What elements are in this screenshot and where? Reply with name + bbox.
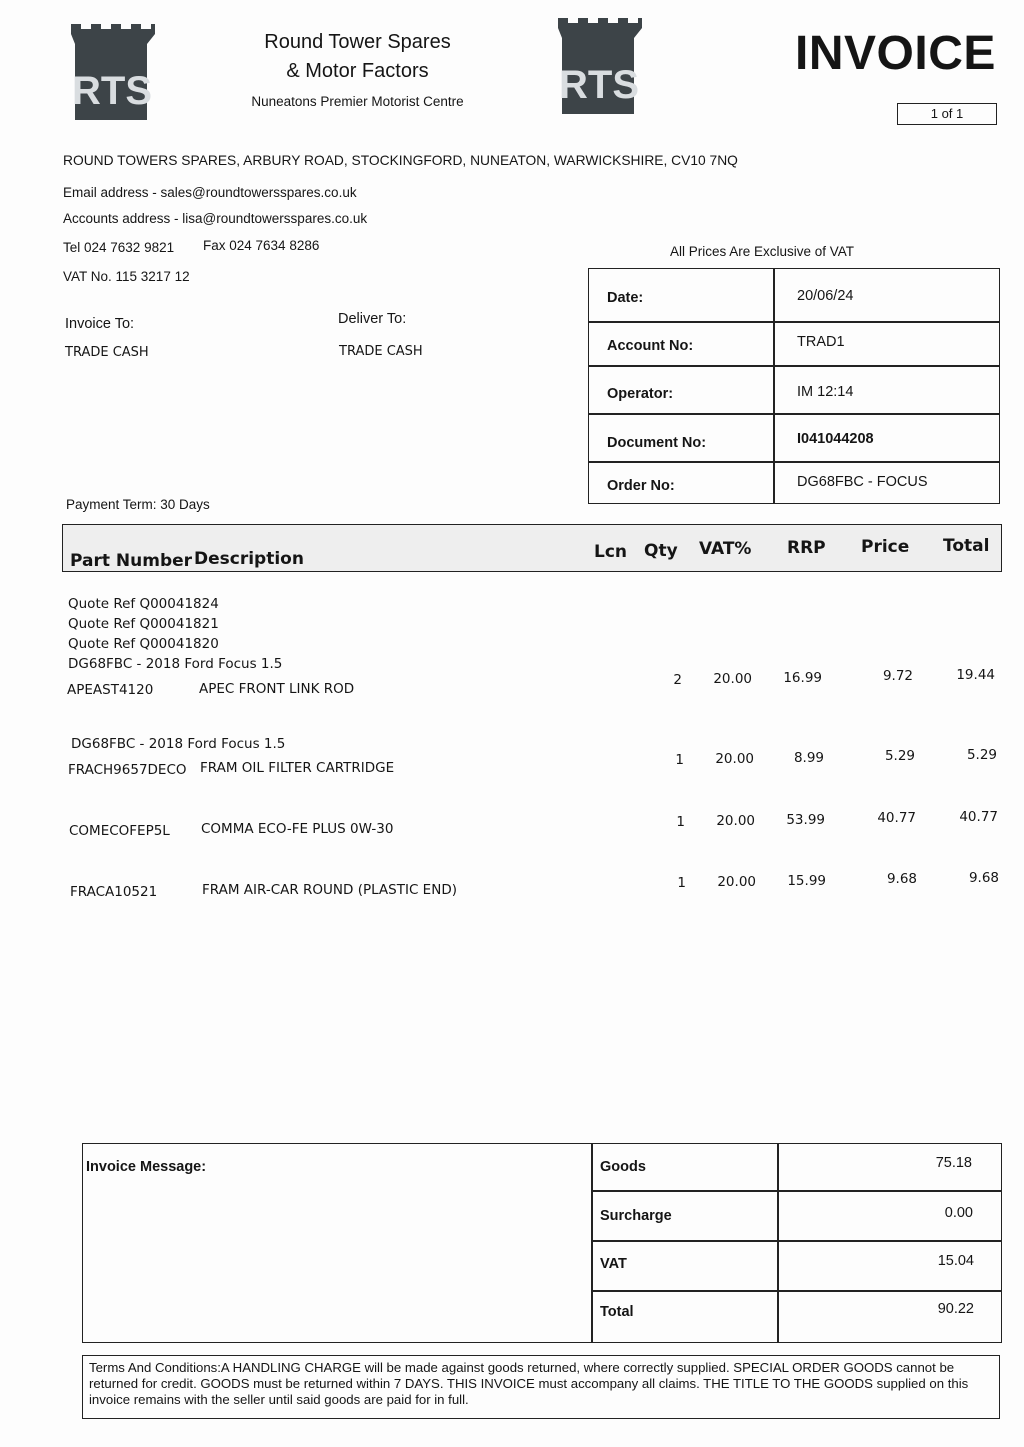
row-total: 5.29 [966,747,997,763]
quote-ref-2: Quote Ref Q00041821 [68,616,219,632]
operator-label: Operator: [607,386,674,402]
row-price: 9.68 [886,871,917,887]
row-total: 40.77 [959,809,998,825]
terms-and-conditions: Terms And Conditions:A HANDLING CHARGE will be made against goods returned, where correctly supplied. SPECIAL ORDER GOODS cannot be returned for credit. GOODS must be returned within 7 DAYS. THIS INVOICE must accompany all claims. THE TITLE TO THE GOODS supplied on this invoice remains with the seller until said goods are paid for in full. [82,1355,1000,1419]
total-value: 90.22 [937,1301,974,1317]
company-name-block [230,28,485,109]
company-fax: Fax 024 7634 8286 [203,238,320,253]
order-no-label: Order No: [607,478,675,494]
vat-label: VAT [600,1256,627,1272]
deliver-to-label: Deliver To: [338,311,407,327]
prices-exclusive-note: All Prices Are Exclusive of VAT [670,244,855,259]
quote-ref-1: Quote Ref Q00041824 [68,596,219,612]
goods-value: 75.18 [935,1155,972,1171]
row-description: APEC FRONT LINK ROD [199,681,355,697]
page-indicator: 1 of 1 [897,103,997,125]
row-description: FRAM OIL FILTER CARTRIDGE [200,760,395,776]
company-vat-number: VAT No. 115 3217 12 [63,269,190,284]
row-qty: 2 [673,672,682,688]
col-vat-percent: VAT% [699,539,752,559]
row-description: COMMA ECO-FE PLUS 0W-30 [201,821,394,837]
document-info-box [588,268,1000,504]
row-rrp: 53.99 [786,812,825,828]
col-total: Total [943,536,990,556]
items-table-header [62,524,1002,572]
totals-box [82,1143,1002,1343]
invoice-to-value: TRADE CASH [65,345,149,360]
row-part-number: FRACH9657DECO [68,762,187,778]
deliver-to-value: TRADE CASH [339,344,423,359]
goods-label: Goods [600,1159,646,1175]
col-rrp: RRP [787,538,826,558]
document-no-label: Document No: [607,435,707,451]
vehicle-line-2: DG68FBC - 2018 Ford Focus 1.5 [71,736,286,752]
row-total: 19.44 [956,667,995,683]
surcharge-label: Surcharge [600,1208,672,1224]
row-price: 9.72 [882,668,913,684]
invoice-to-label: Invoice To: [65,316,135,332]
row-rrp: 16.99 [783,670,822,686]
vat-value: 15.04 [937,1253,974,1269]
quote-ref-3: Quote Ref Q00041820 [68,636,219,652]
row-qty: 1 [675,752,684,768]
row-total: 9.68 [968,870,999,886]
row-description: FRAM AIR-CAR ROUND (PLASTIC END) [202,882,457,898]
row-vat: 20.00 [716,813,755,829]
row-part-number: COMECOFEP5L [69,823,170,839]
row-price: 40.77 [877,810,916,826]
company-logo-left [67,22,157,122]
company-tagline: Nuneatons Premier Motorist Centre [251,94,464,109]
payment-term: Payment Term: 30 Days [66,497,210,512]
row-rrp: 15.99 [787,873,826,889]
company-name-line1: Round Tower Spares [264,31,451,53]
col-qty: Qty [644,541,678,561]
document-no-value: I041044208 [797,431,874,447]
row-qty: 1 [676,814,685,830]
invoice-message-label: Invoice Message: [86,1159,207,1175]
row-part-number: FRACA10521 [70,884,158,900]
vehicle-line-1: DG68FBC - 2018 Ford Focus 1.5 [68,656,283,672]
operator-value: IM 12:14 [797,384,854,400]
accounts-email: Accounts address - lisa@roundtowersspares.co.uk [63,211,368,226]
col-lcn: Lcn [594,542,628,562]
company-logo-right [554,16,644,116]
logo-text-left: RTS [72,69,152,113]
col-part-number: Part Number [70,551,193,571]
row-rrp: 8.99 [793,750,824,766]
date-value: 20/06/24 [797,288,854,304]
col-price: Price [861,537,910,557]
date-label: Date: [607,290,644,306]
document-title: INVOICE [795,27,996,80]
row-price: 5.29 [884,748,915,764]
row-vat: 20.00 [717,874,756,890]
col-description: Description [194,549,304,569]
account-label: Account No: [607,338,694,354]
company-email: Email address - sales@roundtowersspares.co.uk [63,185,357,200]
company-tel: Tel 024 7632 9821 [63,240,175,255]
row-part-number: APEAST4120 [67,682,154,698]
account-value: TRAD1 [797,334,845,350]
total-label: Total [600,1304,634,1320]
company-address: ROUND TOWERS SPARES, ARBURY ROAD, STOCKINGFORD, NUNEATON, WARWICKSHIRE, CV10 7NQ [63,153,738,168]
company-name-line2: & Motor Factors [286,60,429,82]
row-qty: 1 [677,875,686,891]
logo-text-right: RTS [559,63,639,107]
row-vat: 20.00 [713,671,752,687]
row-vat: 20.00 [715,751,754,767]
surcharge-value: 0.00 [944,1205,973,1221]
order-no-value: DG68FBC - FOCUS [797,474,928,490]
